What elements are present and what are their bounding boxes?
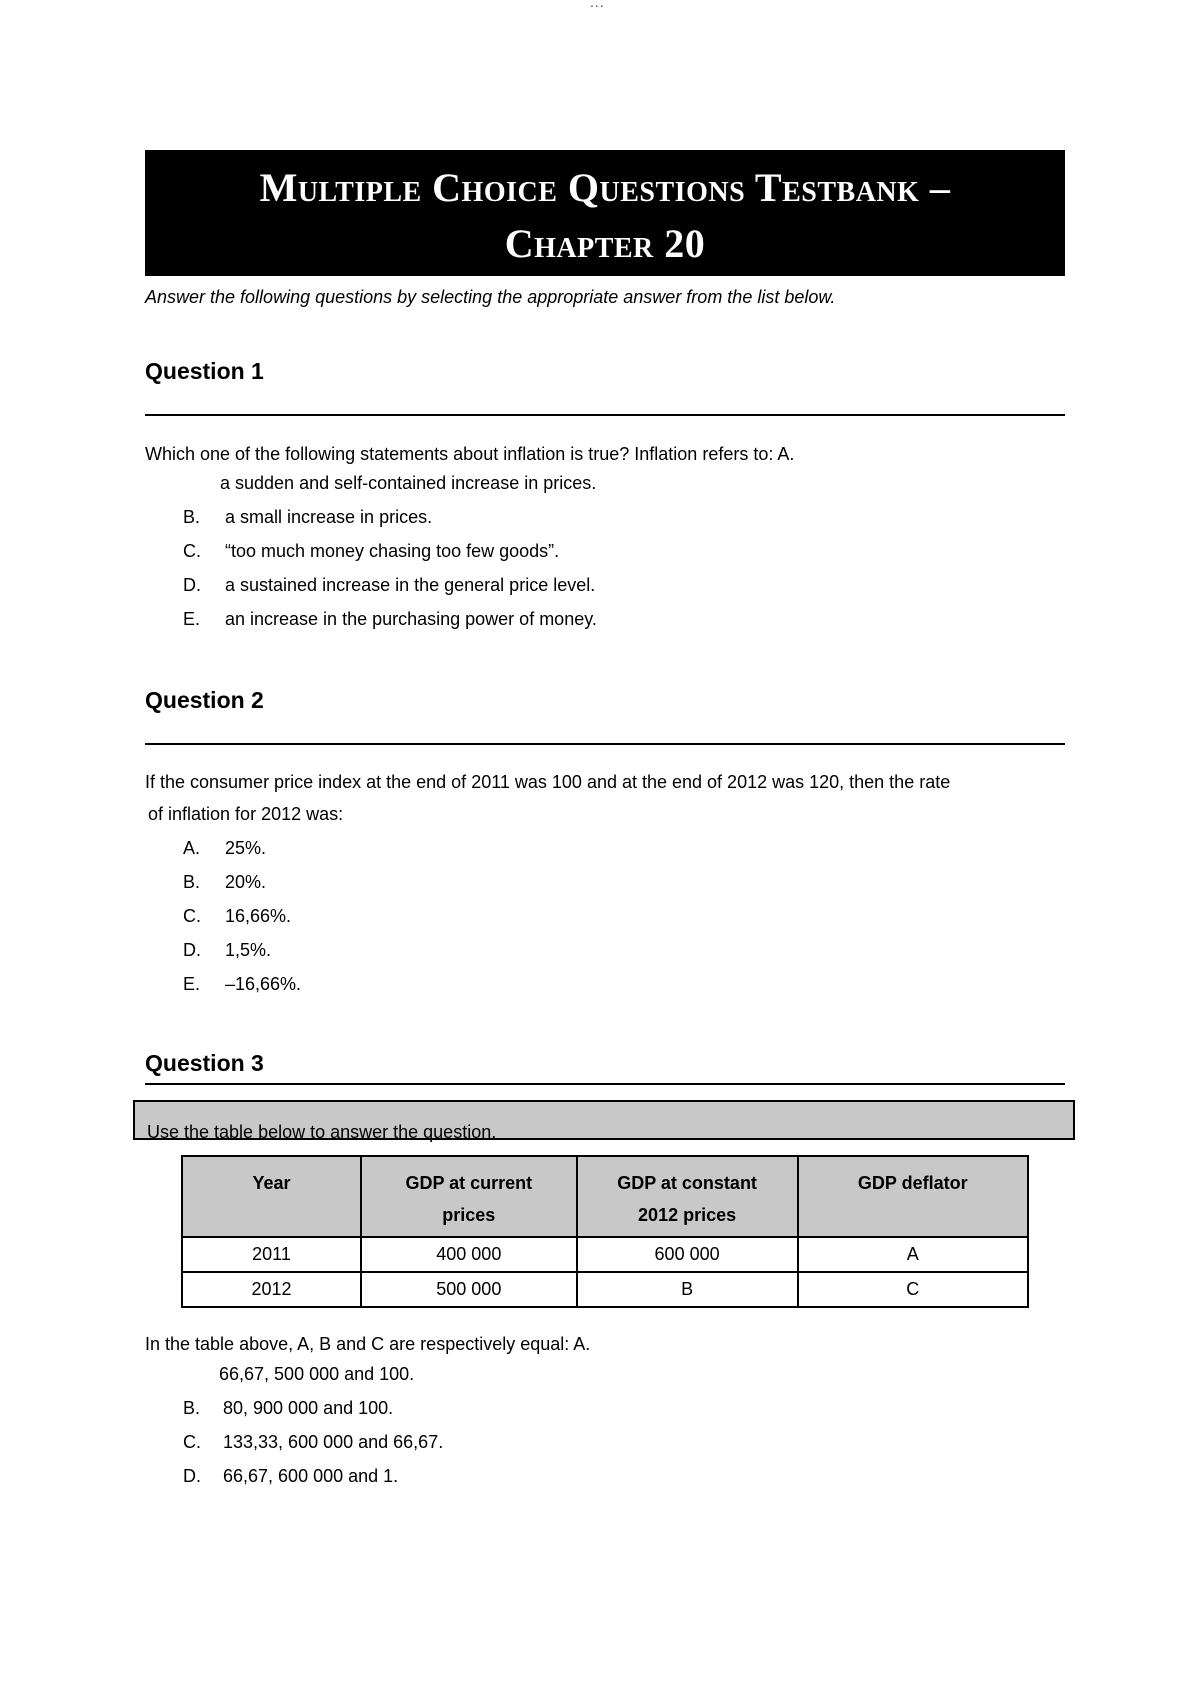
- question-1-option-d-letter: D.: [183, 575, 201, 595]
- question-3-option-d-letter: D.: [183, 1466, 201, 1486]
- table-cell: 500 000: [361, 1272, 577, 1307]
- table-header-deflator: GDP deflator: [798, 1156, 1028, 1237]
- instructions: Answer the following questions by selecting the appropriate answer from the list below.: [145, 287, 836, 307]
- question-1-stem: Which one of the following statements about inflation is true? Inflation refers to: A.: [145, 444, 795, 464]
- question-1-option-c-letter: C.: [183, 541, 201, 561]
- table-header-current-prices: GDP at current prices: [361, 1156, 577, 1237]
- question-1-option-d-text: a sustained increase in the general price level.: [225, 575, 596, 595]
- table-cell: 400 000: [361, 1237, 577, 1272]
- table-cell: 2012: [182, 1272, 361, 1307]
- question-2-rule: [145, 743, 1065, 745]
- table-header-year: Year: [182, 1156, 361, 1237]
- table-cell: 600 000: [577, 1237, 798, 1272]
- question-3-option-a-text: 66,67, 500 000 and 100.: [219, 1364, 415, 1384]
- question-3-option-d-text: 66,67, 600 000 and 1.: [223, 1466, 399, 1486]
- question-2-option-d-letter: D.: [183, 940, 201, 960]
- table-row: [182, 1237, 1028, 1272]
- table-header-row: [182, 1156, 1028, 1237]
- question-2-option-e-letter: E.: [183, 974, 201, 994]
- question-1-rule: [145, 414, 1065, 416]
- table-cell: 2011: [182, 1237, 361, 1272]
- question-1-option-b-text: a small increase in prices.: [225, 507, 433, 527]
- question-2-option-a-text: 25%.: [225, 838, 267, 858]
- question-2-option-d-text: 1,5%.: [225, 940, 272, 960]
- question-2-option-c-text: 16,66%.: [225, 906, 292, 926]
- question-1-option-a-text: a sudden and self-contained increase in prices.: [220, 473, 597, 493]
- title-line-2: Chapter 20: [504, 221, 706, 266]
- question-3-option-b-letter: B.: [183, 1398, 201, 1418]
- table-row: [182, 1272, 1028, 1307]
- table-cell: B: [577, 1272, 798, 1307]
- question-2-option-a-letter: A.: [183, 838, 201, 858]
- question-2-option-e-text: –16,66%.: [225, 974, 302, 994]
- page-header-mark: ...: [590, 0, 605, 10]
- table-intro-box: [133, 1100, 1075, 1140]
- title-line-1: Multiple Choice Questions Testbank –: [259, 165, 951, 210]
- title-banner: [145, 150, 1065, 276]
- question-2-option-b-letter: B.: [183, 872, 201, 892]
- table-cell: A: [798, 1237, 1028, 1272]
- question-2-stem-line-2: of inflation for 2012 was:: [148, 804, 344, 824]
- question-3-option-b-text: 80, 900 000 and 100.: [223, 1398, 394, 1418]
- table-header-constant-prices: GDP at constant 2012 prices: [577, 1156, 798, 1237]
- question-2-heading: Question 2: [145, 687, 264, 713]
- question-2-option-c-letter: C.: [183, 906, 201, 926]
- question-1-option-c-text: “too much money chasing too few goods”.: [225, 541, 560, 561]
- question-1-option-e-letter: E.: [183, 609, 201, 629]
- question-3-stem: In the table above, A, B and C are respectively equal: A.: [145, 1334, 591, 1354]
- question-2-stem-line-1: If the consumer price index at the end of 2011 was 100 and at the end of 2012 was 120, then the rate: [145, 772, 951, 792]
- question-1-option-e-text: an increase in the purchasing power of money.: [225, 609, 597, 629]
- table-intro-text: Use the table below to answer the question.: [147, 1122, 497, 1142]
- question-3-heading: Question 3: [145, 1050, 264, 1076]
- question-1-option-b-letter: B.: [183, 507, 201, 527]
- question-3-option-c-text: 133,33, 600 000 and 66,67.: [223, 1432, 444, 1452]
- question-1-heading: Question 1: [145, 358, 264, 384]
- gdp-table: [181, 1155, 1029, 1308]
- table-cell: C: [798, 1272, 1028, 1307]
- question-3-rule: [145, 1083, 1065, 1085]
- question-3-option-c-letter: C.: [183, 1432, 201, 1452]
- question-2-option-b-text: 20%.: [225, 872, 267, 892]
